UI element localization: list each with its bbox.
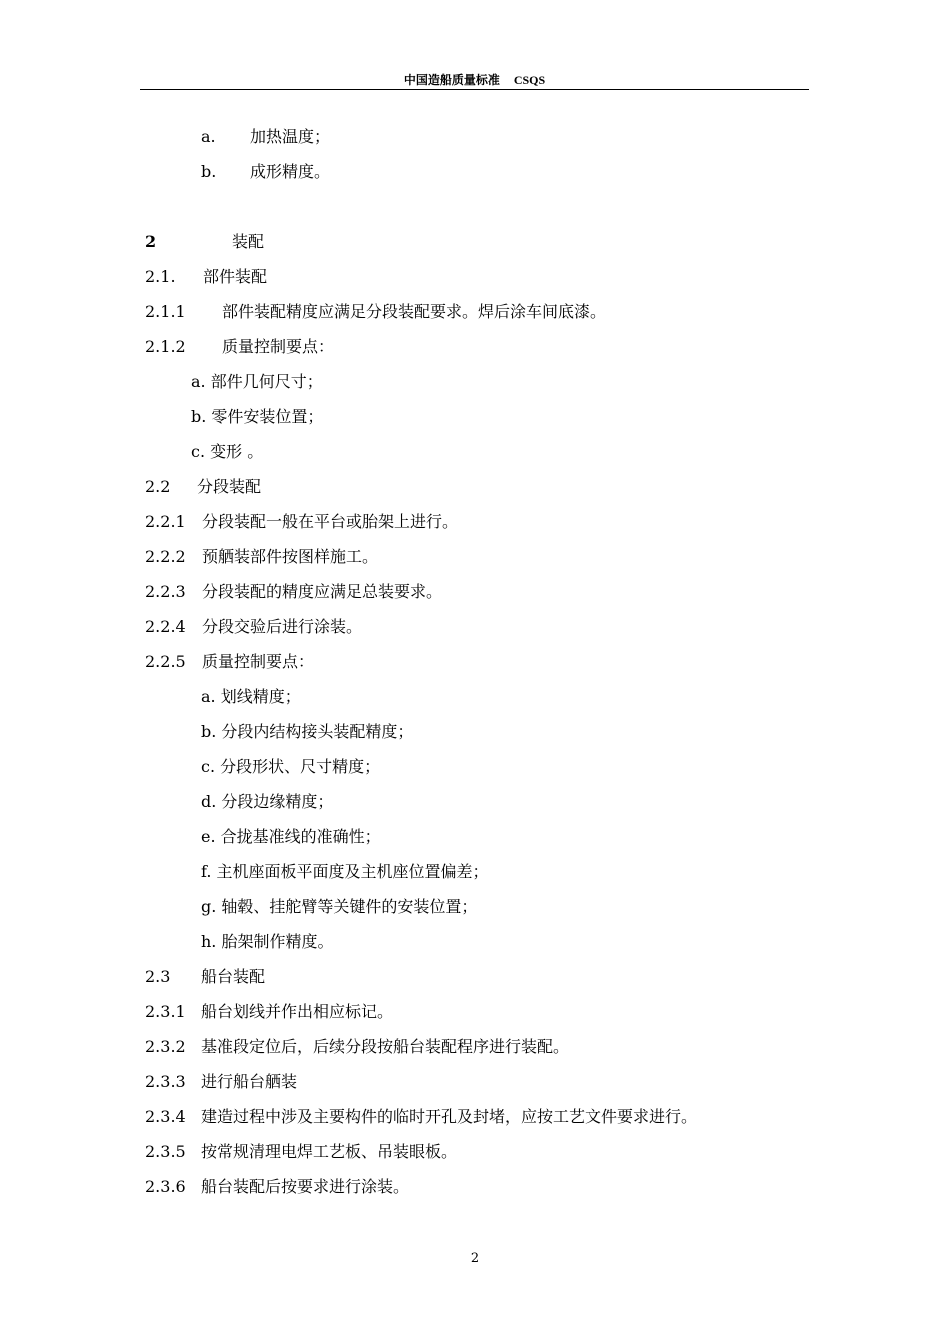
page-number: 2	[470, 1251, 480, 1266]
page-header	[140, 71, 809, 90]
header-title: 中国造船质量标准	[403, 73, 500, 87]
header-code: CSQS	[513, 73, 546, 87]
